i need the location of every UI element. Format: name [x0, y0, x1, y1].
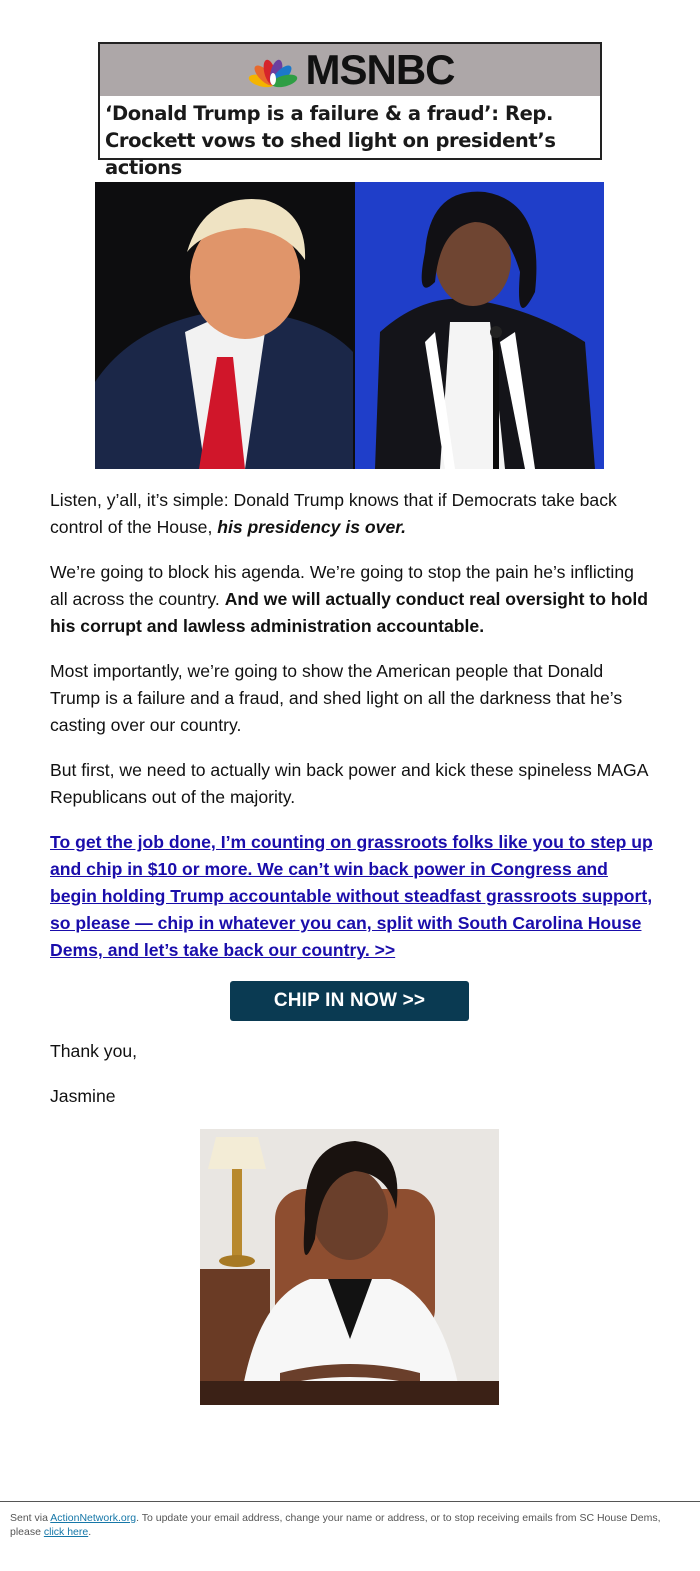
paragraph-win-back: But first, we need to actually win back power and kick these spineless MAGA Republicans out of the majority. — [50, 760, 648, 807]
paragraph-agenda-bold: And we will actually conduct real oversight to hold his corrupt and lawless administration accountable. — [50, 589, 649, 636]
paragraph-agenda-text: We’re going to block his agenda. We’re going to stop the pain he’s inflicting all across the country. — [50, 562, 634, 609]
article-headline[interactable]: ‘Donald Trump is a failure & a fraud’: Rep. Crockett vows to shed light on president’s actions — [105, 102, 556, 179]
footer-suffix: . — [88, 1526, 92, 1538]
donation-ask-link[interactable]: To get the job done, I’m counting on grassroots folks like you to step up and chip in $10 or more. We can’t win back power in Congress and begin holding Trump accountable without steadfast grassroots support, so please — chip in whatever you can, split with South Carolina House Dems, and let’s take back our country. >> — [50, 832, 653, 960]
paragraph-donation-ask — [50, 829, 656, 964]
chip-in-now-button[interactable]: CHIP IN NOW >> — [230, 981, 469, 1021]
email-footer — [10, 1511, 680, 1539]
msnbc-logo-text: MSNBC — [305, 46, 455, 93]
footer-prefix: Sent via — [10, 1512, 51, 1524]
cta-container — [230, 981, 469, 1021]
peacock-body — [270, 73, 276, 85]
hero-image — [95, 182, 604, 469]
paragraph-intro — [50, 487, 656, 541]
paragraph-agenda — [50, 559, 656, 640]
footer-divider — [0, 1501, 700, 1502]
signature-portrait-image — [200, 1129, 499, 1405]
footer-middle: . To update your email address, change your name or address, or to stop receiving emails from SC House Dems, please — [10, 1512, 661, 1538]
peacock-icon — [246, 54, 300, 86]
signoff-name: Jasmine — [50, 1086, 116, 1106]
unsubscribe-click-here-link[interactable]: click here — [43, 1526, 89, 1538]
paragraph-importance: Most importantly, we’re going to show the American people that Donald Trump is a failure and a fraud, and shed light on all the darkness that he’s casting over our country. — [50, 661, 623, 735]
actionnetwork-link[interactable]: ActionNetwork.org — [50, 1512, 137, 1524]
paragraph-intro-text: Listen, y’all, it’s simple: Donald Trump knows that if Democrats take back control of the House, — [50, 490, 617, 537]
portrait-desk — [200, 1381, 499, 1405]
signoff-thanks: Thank you, — [50, 1041, 138, 1061]
msnbc-logo-bar — [100, 44, 600, 96]
msnbc-header-card[interactable] — [98, 42, 602, 179]
paragraph-intro-emphasis: his presidency is over. — [217, 517, 406, 537]
